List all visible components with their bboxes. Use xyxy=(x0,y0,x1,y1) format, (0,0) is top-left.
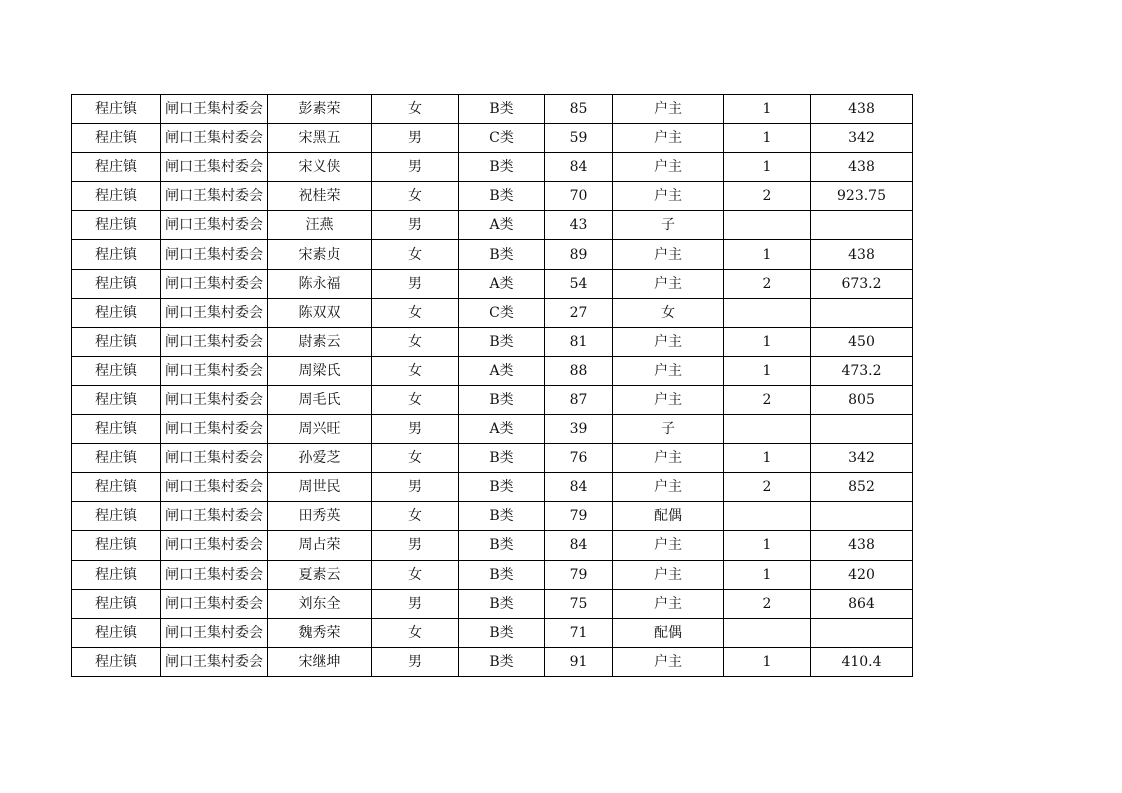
household-size-cell: 2 xyxy=(724,589,811,618)
relation-cell: 户主 xyxy=(613,95,724,124)
category-cell: B类 xyxy=(459,327,545,356)
household-size-cell xyxy=(724,618,811,647)
town-cell: 程庄镇 xyxy=(72,240,161,269)
household-size-cell: 2 xyxy=(724,182,811,211)
household-size-cell: 1 xyxy=(724,531,811,560)
relation-cell: 户主 xyxy=(613,589,724,618)
gender-cell: 女 xyxy=(372,502,459,531)
amount-cell: 805 xyxy=(811,385,913,414)
table-row xyxy=(72,269,913,298)
category-cell: C类 xyxy=(459,124,545,153)
relation-cell: 户主 xyxy=(613,269,724,298)
category-cell: A类 xyxy=(459,269,545,298)
household-size-cell: 1 xyxy=(724,327,811,356)
gender-cell: 男 xyxy=(372,211,459,240)
household-size-cell xyxy=(724,502,811,531)
age-cell: 27 xyxy=(545,298,613,327)
relation-cell: 户主 xyxy=(613,560,724,589)
village-committee-cell: 闸口王集村委会 xyxy=(161,502,268,531)
age-cell: 84 xyxy=(545,531,613,560)
name-cell: 尉素云 xyxy=(268,327,372,356)
age-cell: 75 xyxy=(545,589,613,618)
amount-cell: 673.2 xyxy=(811,269,913,298)
table-row xyxy=(72,327,913,356)
name-cell: 刘东全 xyxy=(268,589,372,618)
town-cell: 程庄镇 xyxy=(72,415,161,444)
amount-cell: 342 xyxy=(811,124,913,153)
household-size-cell: 1 xyxy=(724,240,811,269)
category-cell: B类 xyxy=(459,240,545,269)
amount-cell xyxy=(811,618,913,647)
village-committee-cell: 闸口王集村委会 xyxy=(161,327,268,356)
gender-cell: 女 xyxy=(372,385,459,414)
category-cell: C类 xyxy=(459,298,545,327)
gender-cell: 男 xyxy=(372,531,459,560)
amount-cell: 473.2 xyxy=(811,356,913,385)
name-cell: 周梁氏 xyxy=(268,356,372,385)
village-committee-cell: 闸口王集村委会 xyxy=(161,531,268,560)
name-cell: 夏素云 xyxy=(268,560,372,589)
amount-cell xyxy=(811,298,913,327)
town-cell: 程庄镇 xyxy=(72,385,161,414)
relation-cell: 户主 xyxy=(613,385,724,414)
gender-cell: 女 xyxy=(372,356,459,385)
gender-cell: 男 xyxy=(372,589,459,618)
village-committee-cell: 闸口王集村委会 xyxy=(161,385,268,414)
name-cell: 周毛氏 xyxy=(268,385,372,414)
age-cell: 85 xyxy=(545,95,613,124)
category-cell: B类 xyxy=(459,502,545,531)
age-cell: 87 xyxy=(545,385,613,414)
category-cell: B类 xyxy=(459,531,545,560)
relation-cell: 子 xyxy=(613,211,724,240)
gender-cell: 男 xyxy=(372,647,459,676)
name-cell: 陈双双 xyxy=(268,298,372,327)
category-cell: A类 xyxy=(459,415,545,444)
household-size-cell: 1 xyxy=(724,356,811,385)
gender-cell: 女 xyxy=(372,182,459,211)
category-cell: B类 xyxy=(459,153,545,182)
table-row xyxy=(72,560,913,589)
town-cell: 程庄镇 xyxy=(72,124,161,153)
name-cell: 汪燕 xyxy=(268,211,372,240)
town-cell: 程庄镇 xyxy=(72,502,161,531)
table-row xyxy=(72,473,913,502)
relation-cell: 配偶 xyxy=(613,618,724,647)
age-cell: 79 xyxy=(545,502,613,531)
age-cell: 84 xyxy=(545,153,613,182)
amount-cell xyxy=(811,211,913,240)
household-size-cell: 1 xyxy=(724,153,811,182)
village-committee-cell: 闸口王集村委会 xyxy=(161,269,268,298)
village-committee-cell: 闸口王集村委会 xyxy=(161,124,268,153)
town-cell: 程庄镇 xyxy=(72,531,161,560)
village-committee-cell: 闸口王集村委会 xyxy=(161,560,268,589)
village-committee-cell: 闸口王集村委会 xyxy=(161,153,268,182)
relation-cell: 户主 xyxy=(613,124,724,153)
roster-table xyxy=(71,94,913,677)
amount-cell: 420 xyxy=(811,560,913,589)
village-committee-cell: 闸口王集村委会 xyxy=(161,444,268,473)
relation-cell: 户主 xyxy=(613,473,724,502)
town-cell: 程庄镇 xyxy=(72,153,161,182)
relation-cell: 户主 xyxy=(613,444,724,473)
age-cell: 59 xyxy=(545,124,613,153)
age-cell: 54 xyxy=(545,269,613,298)
table-row xyxy=(72,589,913,618)
household-size-cell: 1 xyxy=(724,95,811,124)
name-cell: 周占荣 xyxy=(268,531,372,560)
name-cell: 宋继坤 xyxy=(268,647,372,676)
age-cell: 39 xyxy=(545,415,613,444)
amount-cell: 438 xyxy=(811,153,913,182)
age-cell: 88 xyxy=(545,356,613,385)
category-cell: B类 xyxy=(459,182,545,211)
table-row xyxy=(72,298,913,327)
age-cell: 76 xyxy=(545,444,613,473)
table-row xyxy=(72,356,913,385)
relation-cell: 户主 xyxy=(613,182,724,211)
name-cell: 陈永福 xyxy=(268,269,372,298)
village-committee-cell: 闸口王集村委会 xyxy=(161,647,268,676)
town-cell: 程庄镇 xyxy=(72,298,161,327)
village-committee-cell: 闸口王集村委会 xyxy=(161,95,268,124)
relation-cell: 配偶 xyxy=(613,502,724,531)
name-cell: 孙爱芝 xyxy=(268,444,372,473)
town-cell: 程庄镇 xyxy=(72,560,161,589)
gender-cell: 女 xyxy=(372,327,459,356)
relation-cell: 户主 xyxy=(613,647,724,676)
household-size-cell: 1 xyxy=(724,560,811,589)
name-cell: 祝桂荣 xyxy=(268,182,372,211)
village-committee-cell: 闸口王集村委会 xyxy=(161,618,268,647)
gender-cell: 男 xyxy=(372,153,459,182)
village-committee-cell: 闸口王集村委会 xyxy=(161,473,268,502)
gender-cell: 女 xyxy=(372,240,459,269)
amount-cell: 438 xyxy=(811,531,913,560)
relation-cell: 户主 xyxy=(613,531,724,560)
age-cell: 91 xyxy=(545,647,613,676)
village-committee-cell: 闸口王集村委会 xyxy=(161,415,268,444)
name-cell: 周兴旺 xyxy=(268,415,372,444)
category-cell: B类 xyxy=(459,444,545,473)
relation-cell: 户主 xyxy=(613,153,724,182)
town-cell: 程庄镇 xyxy=(72,211,161,240)
category-cell: A类 xyxy=(459,356,545,385)
gender-cell: 男 xyxy=(372,269,459,298)
relation-cell: 户主 xyxy=(613,356,724,385)
village-committee-cell: 闸口王集村委会 xyxy=(161,589,268,618)
household-size-cell: 2 xyxy=(724,385,811,414)
age-cell: 79 xyxy=(545,560,613,589)
household-size-cell: 1 xyxy=(724,124,811,153)
table-row xyxy=(72,385,913,414)
table-row xyxy=(72,153,913,182)
amount-cell: 410.4 xyxy=(811,647,913,676)
amount-cell: 864 xyxy=(811,589,913,618)
gender-cell: 女 xyxy=(372,298,459,327)
category-cell: B类 xyxy=(459,647,545,676)
gender-cell: 女 xyxy=(372,95,459,124)
name-cell: 彭素荣 xyxy=(268,95,372,124)
relation-cell: 户主 xyxy=(613,327,724,356)
amount-cell: 852 xyxy=(811,473,913,502)
table-row xyxy=(72,182,913,211)
age-cell: 89 xyxy=(545,240,613,269)
amount-cell: 450 xyxy=(811,327,913,356)
household-size-cell xyxy=(724,415,811,444)
category-cell: B类 xyxy=(459,589,545,618)
name-cell: 宋素贞 xyxy=(268,240,372,269)
gender-cell: 男 xyxy=(372,415,459,444)
category-cell: B类 xyxy=(459,385,545,414)
table-row xyxy=(72,415,913,444)
town-cell: 程庄镇 xyxy=(72,327,161,356)
town-cell: 程庄镇 xyxy=(72,95,161,124)
table-row xyxy=(72,124,913,153)
amount-cell: 342 xyxy=(811,444,913,473)
table-row xyxy=(72,95,913,124)
village-committee-cell: 闸口王集村委会 xyxy=(161,298,268,327)
table-row xyxy=(72,502,913,531)
relation-cell: 户主 xyxy=(613,240,724,269)
amount-cell: 438 xyxy=(811,95,913,124)
name-cell: 田秀英 xyxy=(268,502,372,531)
town-cell: 程庄镇 xyxy=(72,182,161,211)
gender-cell: 男 xyxy=(372,473,459,502)
roster-table-body xyxy=(72,95,913,677)
category-cell: B类 xyxy=(459,473,545,502)
household-size-cell: 2 xyxy=(724,473,811,502)
amount-cell xyxy=(811,502,913,531)
town-cell: 程庄镇 xyxy=(72,618,161,647)
table-row xyxy=(72,531,913,560)
category-cell: B类 xyxy=(459,95,545,124)
name-cell: 周世民 xyxy=(268,473,372,502)
gender-cell: 男 xyxy=(372,124,459,153)
town-cell: 程庄镇 xyxy=(72,473,161,502)
age-cell: 70 xyxy=(545,182,613,211)
town-cell: 程庄镇 xyxy=(72,647,161,676)
category-cell: B类 xyxy=(459,618,545,647)
village-committee-cell: 闸口王集村委会 xyxy=(161,356,268,385)
table-row xyxy=(72,618,913,647)
age-cell: 84 xyxy=(545,473,613,502)
household-size-cell: 1 xyxy=(724,444,811,473)
age-cell: 71 xyxy=(545,618,613,647)
village-committee-cell: 闸口王集村委会 xyxy=(161,240,268,269)
household-size-cell xyxy=(724,211,811,240)
name-cell: 魏秀荣 xyxy=(268,618,372,647)
village-committee-cell: 闸口王集村委会 xyxy=(161,182,268,211)
town-cell: 程庄镇 xyxy=(72,444,161,473)
name-cell: 宋黑五 xyxy=(268,124,372,153)
village-committee-cell: 闸口王集村委会 xyxy=(161,211,268,240)
household-size-cell: 1 xyxy=(724,647,811,676)
household-size-cell: 2 xyxy=(724,269,811,298)
household-size-cell xyxy=(724,298,811,327)
relation-cell: 女 xyxy=(613,298,724,327)
category-cell: A类 xyxy=(459,211,545,240)
amount-cell xyxy=(811,415,913,444)
gender-cell: 女 xyxy=(372,444,459,473)
name-cell: 宋义侠 xyxy=(268,153,372,182)
age-cell: 43 xyxy=(545,211,613,240)
table-row xyxy=(72,444,913,473)
gender-cell: 女 xyxy=(372,560,459,589)
table-row xyxy=(72,211,913,240)
gender-cell: 女 xyxy=(372,618,459,647)
amount-cell: 923.75 xyxy=(811,182,913,211)
relation-cell: 子 xyxy=(613,415,724,444)
town-cell: 程庄镇 xyxy=(72,356,161,385)
amount-cell: 438 xyxy=(811,240,913,269)
town-cell: 程庄镇 xyxy=(72,589,161,618)
table-row xyxy=(72,647,913,676)
category-cell: B类 xyxy=(459,560,545,589)
age-cell: 81 xyxy=(545,327,613,356)
town-cell: 程庄镇 xyxy=(72,269,161,298)
table-row xyxy=(72,240,913,269)
